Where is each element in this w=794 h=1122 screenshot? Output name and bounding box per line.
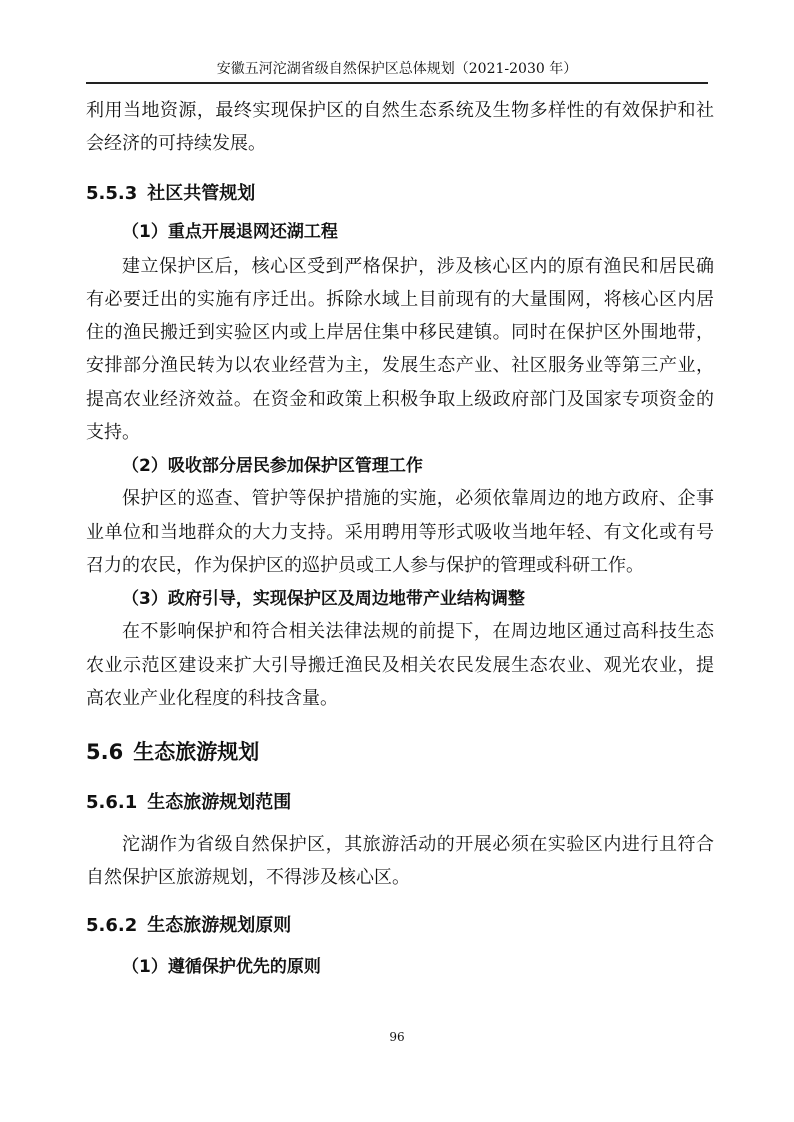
section-heading-5-6-2	[86, 914, 714, 938]
running-header	[86, 60, 708, 84]
section-heading-5-6	[86, 739, 714, 765]
section-number: 5.5.3	[86, 182, 138, 204]
section-title: 生态旅游规划	[133, 740, 260, 765]
paragraph-4: 沱湖作为省级自然保护区，其旅游活动的开展必须在实验区内进行且符合自然保护区旅游规划，不得涉及核心区。	[86, 834, 714, 889]
paragraph-1: 建立保护区后，核心区受到严格保护，涉及核心区内的原有渔民和居民确有必要迁出的实施有序迁出。拆除水域上目前现有的大量围网，将核心区内居住的渔民搬迁到实验区内或上岸居住集中移民建镇。同时在保护区外围地带，安排部分渔民转为以农业经营为主，发展生态产业、社区服务业等第三产业，提高农业经济效益。在资金和政策上积极争取上级政府部门及国家专项资金的支持。	[86, 255, 714, 444]
section-title: 社区共管规划	[147, 182, 256, 204]
page-number: 96	[389, 1030, 405, 1044]
subheading-2: （2）吸收部分居民参加保护区管理工作	[122, 456, 423, 477]
section-number: 5.6.1	[86, 792, 138, 814]
subheading-1: （1）重点开展退网还湖工程	[122, 221, 338, 242]
section-heading-5-5-3	[86, 182, 714, 206]
page-footer	[0, 1029, 794, 1045]
section-heading-5-6-1	[86, 791, 714, 815]
section-number: 5.6.2	[86, 914, 138, 936]
section-number: 5.6	[86, 740, 124, 765]
paragraph-3: 在不影响保护和符合相关法律法规的前提下，在周边地区通过高科技生态农业示范区建设来扩大引导搬迁渔民及相关农民发展生态农业、观光农业，提高农业产业化程度的科技含量。	[86, 621, 714, 709]
subheading-4: （1）遵循保护优先的原则	[122, 956, 321, 977]
section-title: 生态旅游规划原则	[147, 914, 292, 936]
section-title: 生态旅游规划范围	[147, 792, 292, 814]
paragraph-intro: 利用当地资源，最终实现保护区的自然生态系统及生物多样性的有效保护和社会经济的可持续发展。	[86, 100, 714, 155]
header-title: 安徽五河沱湖省级自然保护区总体规划（2021-2030 年）	[216, 61, 578, 77]
page-body	[86, 94, 714, 979]
subheading-3: （3）政府引导，实现保护区及周边地带产业结构调整	[122, 589, 525, 610]
paragraph-2: 保护区的巡查、管护等保护措施的实施，必须依靠周边的地方政府、企事业单位和当地群众的大力支持。采用聘用等形式吸收当地年轻、有文化或有号召力的农民，作为保护区的巡护员或工人参与保护的管理或科研工作。	[86, 488, 714, 576]
